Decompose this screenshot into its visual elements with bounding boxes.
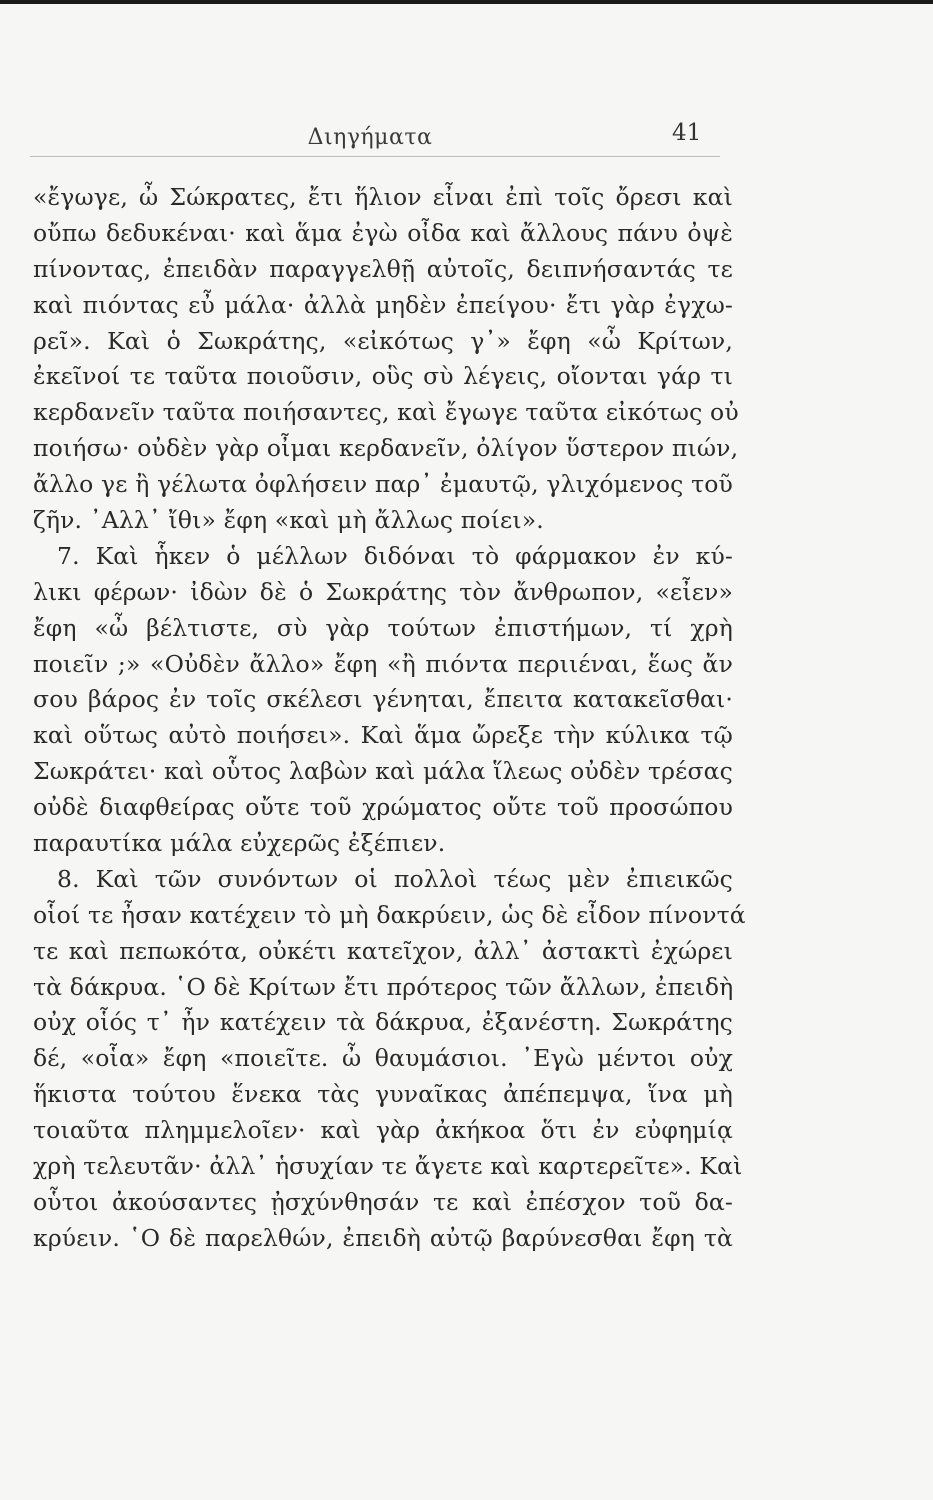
paragraph-start-line: 7. Καὶ ἧκεν ὁ μέλλων διδόναι τὸ φάρμακον ἐν κύ-	[57, 541, 733, 570]
text-line: πίνοντας, ἐπειδὰν παραγγελθῇ αὐτοῖς, δειπνήσαντάς τε	[33, 254, 733, 283]
text-line: «ἔγωγε, ὦ Σώκρατες, ἔτι ἥλιον εἶναι ἐπὶ τοῖς ὄρεσι καὶ	[33, 183, 733, 211]
text-line: ποιήσω· οὐδὲν γὰρ οἶμαι κερδανεῖν, ὀλίγον ὕστερον πιών,	[33, 434, 739, 463]
text-line: οὐχ οἷός τ᾽ ἦν κατέχειν τὰ δάκρυα, ἐξανέστη. Σωκράτης	[33, 1008, 733, 1037]
text-line: χρὴ τελευτᾶν· ἀλλ᾽ ἡσυχίαν τε ἄγετε καὶ καρτερεῖτε». Καὶ	[33, 1152, 743, 1181]
paragraph-start-line: 8. Καὶ τῶν συνόντων οἱ πολλοὶ τέως μὲν ἐπιεικῶς	[57, 864, 733, 893]
text-line: ἄλλο γε ἢ γέλωτα ὀφλήσειν παρ᾽ ἐμαυτῷ, γλιχόμενος τοῦ	[33, 470, 733, 499]
text-line: ποιεῖν ;» «Οὐδὲν ἄλλο» ἔφη «ἢ πιόντα περιιέναι, ἕως ἄν	[33, 649, 733, 678]
text-line: ἐκεῖνοί τε ταῦτα ποιοῦσιν, οὓς σὺ λέγεις, οἴονται γάρ τι	[33, 362, 733, 391]
text-line: κερδανεῖν ταῦτα ποιήσαντες, καὶ ἔγωγε ταῦτα εἰκότως οὐ	[33, 398, 739, 427]
text-line: παραυτίκα μάλα εὐχερῶς ἐξέπιεν.	[33, 829, 446, 858]
page-number: 41	[672, 120, 702, 146]
text-line: λικι φέρων· ἰδὼν δὲ ὁ Σωκράτης τὸν ἄνθρωπον, «εἶεν»	[33, 577, 733, 606]
text-line: δέ, «οἷα» ἔφη «ποιεῖτε. ὦ θαυμάσιοι. ᾿Εγὼ μέντοι οὐχ	[33, 1044, 733, 1073]
running-header-title: Διηγήματα	[307, 125, 433, 150]
text-line: τὰ δάκρυα. ῾Ο δὲ Κρίτων ἔτι πρότερος τῶν ἄλλων, ἐπειδὴ	[33, 972, 734, 1001]
text-line: οὔπω δεδυκέναι· καὶ ἅμα ἐγὼ οἶδα καὶ ἄλλους πάνυ ὀψὲ	[33, 218, 733, 247]
text-line: ζῆν. ᾿Αλλ᾽ ἴθι» ἔφη «καὶ μὴ ἄλλως ποίει».	[33, 506, 544, 535]
page-top-edge	[0, 0, 933, 4]
text-line: Σωκράτει· καὶ οὗτος λαβὼν καὶ μάλα ἵλεως οὐδὲν τρέσας	[33, 757, 733, 786]
text-line: ἔφη «ὦ βέλτιστε, σὺ γὰρ τούτων ἐπιστήμων, τί χρὴ	[33, 613, 733, 642]
text-line: ρεῖ». Καὶ ὁ Σωκράτης, «εἰκότως γ᾽» ἔφη «ὦ Κρίτων,	[33, 326, 733, 355]
text-line: τοιαῦτα πλημμελοῖεν· καὶ γὰρ ἀκήκοα ὅτι ἐν εὐφημίᾳ	[33, 1116, 733, 1145]
text-line: καὶ πιόντας εὖ μάλα· ἀλλὰ μηδὲν ἐπείγου· ἔτι γὰρ ἐγχω-	[33, 290, 733, 319]
text-line: οἷοί τε ἦσαν κατέχειν τὸ μὴ δακρύειν, ὡς δὲ εἶδον πίνοντά	[33, 900, 746, 929]
text-line: οὐδὲ διαφθείρας οὔτε τοῦ χρώματος οὔτε τοῦ προσώπου	[33, 793, 733, 822]
body-text	[33, 180, 746, 1257]
text-line: τε καὶ πεπωκότα, οὐκέτι κατεῖχον, ἀλλ᾽ ἀστακτὶ ἐχώρει	[33, 936, 733, 965]
text-line: οὗτοι ἀκούσαντες ᾐσχύνθησάν τε καὶ ἐπέσχον τοῦ δα-	[33, 1187, 733, 1216]
text-line: ἥκιστα τούτου ἕνεκα τὰς γυναῖκας ἀπέπεμψα, ἵνα μὴ	[33, 1080, 733, 1109]
text-line: κρύειν. ῾Ο δὲ παρελθών, ἐπειδὴ αὐτῷ βαρύνεσθαι ἔφη τὰ	[33, 1223, 733, 1252]
header-rule	[30, 156, 720, 157]
text-line: σου βάρος ἐν τοῖς σκέλεσι γένηται, ἔπειτα κατακεῖσθαι·	[33, 685, 733, 714]
text-line: καὶ οὕτως αὐτὸ ποιήσει». Καὶ ἅμα ὤρεξε τὴν κύλικα τῷ	[33, 721, 733, 750]
